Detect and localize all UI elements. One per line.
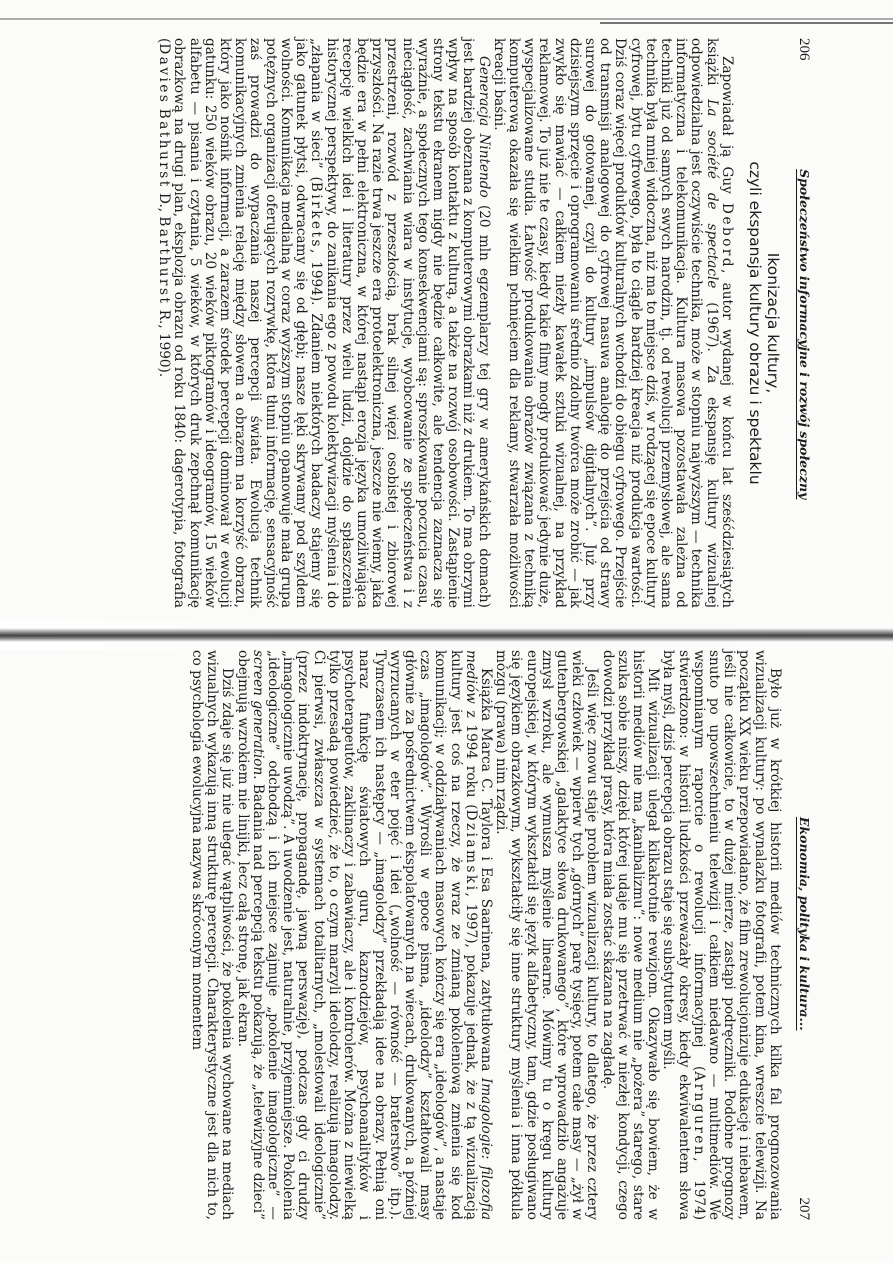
author-name-run: Dziamski <box>462 809 479 893</box>
text-run: Mit wizualizacji ulegał kilkakrotnie rewizjom. Okazywało się bowiem, że w historii mediów nie ma „kanibalizmu”: nowe medium nie „pożera” starego, stare szuka sobie niszy, dzięki której udaje mu się przetrwać w niezłej kondycji, czego dowodzi przykład prasy, która miała zostać skazana na zagładę. <box>599 650 662 1220</box>
text-run: Dziś zdaje się już nie ulegać wątpliwości, że pokolenia wychowane na mediach wizualnych wykazują inną strukturę percepcji. Charakterystyczne jest dla nich to, co psychologia ewolucyjna nazywa skróconym momentem <box>189 650 236 1220</box>
paragraph <box>491 38 734 608</box>
running-head-title: Ekonomia, polityka i kultura... <box>797 816 812 1031</box>
italic-text-run: Imagologie: filozofia mediów <box>462 650 494 1220</box>
text-run: , autor wydanej w końcu lat sześćdziesiątych książki <box>703 38 735 608</box>
italic-text-run: Generacja Nintendo <box>475 56 492 198</box>
text-run: , 1974) stwierdzono: w historii ludzkości przeważały okresy, kiedy ekwiwalentem słowa była myśl, dziś percepcja obrazu staje się substytutem myśli. <box>660 650 707 1221</box>
author-name-run: Debord <box>718 203 735 270</box>
scan-artifact-line <box>0 18 893 20</box>
running-head <box>796 38 812 608</box>
text-run: R., 1990). <box>156 305 173 378</box>
author-name-run: Bathurst <box>156 108 173 189</box>
paragraph <box>660 650 782 1220</box>
text-run: (1967). Za ekspansję kultury wizualnej odpowiedzialna jest oczywiście technika, może w stopniu najwyższym — technika informatyczna i telekomunikacja. Kultura masowa pozostawała zależna od techniki już od samych swych narodzin, tj. od rewolucji przemysłowej, ale sama technika była mniej widoczna, niż ma to miejsce dziś, w rodzącej się epoce kultury cyfrowej, bytu cyfrowego, była to ciągle bardziej kreacja niż produkcja wartości. Dziś coraz więcej produktów kulturalnych wchodzi do obiegu cyfrowego. Przejście od transmisji analogowej do cyfrowej nasuwa analogię do przejścia od strawy surowej do gotowanej, czyli do kultury „impulsów digitalnych”. Już przy dzisiejszym sprzęcie i oprogramowaniu średnio zdolny twórca może zrobić — jak zwykło się mawiać — całkiem niezły kawałek sztuki wizualnej, na przykład reklamowej. To już nie te czasy, kiedy takie filmy mogły produkować jedynie duże, wyspecjalizowane studia. Łatwość produkowania obrazów związana z techniką komputerową okazała się wielkim pchnięciem dla reklamy, stwarzała możliwości kreacji baśni. <box>490 38 720 608</box>
paragraph <box>234 650 492 1220</box>
text-run: Jeśli więc znowu staje problem wizualizacji kultury, to dlatego, że przez cztery wieki człowiek — wpierw tych „górnych” parę tysięcy, potem całe masy — „żył w gutenbergowskiej „galaktyce słowa drukowanego”, które wprowadziło angażuje zmysł wzroku, ale wymusza myślenie linearne. Mówimy tu o kręgu kultury europejskiej, w którym wykształcił się język alfabetyczny, tam, gdzie posługiwano się językiem obrazkowym, wykształciły się inne struktury myślenia i inna półkula mózgu (prawa) nim rządzi. <box>493 650 601 1220</box>
page-number: 207 <box>796 1197 812 1220</box>
text-run: z 1994 roku ( <box>462 703 479 810</box>
heading-line-1: Ikonizacja kultury, <box>763 252 782 394</box>
italic-text-run: La société de spectacle <box>703 99 720 289</box>
text-run: (20 mln egzemplarzy tej gry w amerykańskich domach) jest bardziej obeznana z komputerowymi obrazkami niż z drukiem. To ma obrzymi wpływ na sposób kontaktu z kulturą, a także na rozwój osobowości. Zastąpienie strony tekstu ekranem nigdy nie będzie całkowite, ale tendencja zaznacza się wyraźnie, a społecznych tego konsekwencjami są: sproszkowanie poczucia czasu, nieciągłość, zachwiania wiara w instytucje, wyobcowanie ze społeczeństwa i z przestrzeni, rozwód z przeszłością, brak silnej więzi osobistej i zbiorowej przyszłości. Na razie trwa jeszcze era protoelektroniczna, jeszcze nie wiemy, jaka będzie era w pełni elektroniczna, w której nastąpi erozja języka umożliwiająca recepcję wielkich idei i literatury przez wielu ludzi, dojdzie do spłaszczenia historycznej perspektywy, do zanikania ego z powodu kolektywizacji myślenia i do „złapania w sieci” ( <box>308 38 492 608</box>
running-head-title: Społeczeństwo informacyjne i rozwój społeczny <box>797 169 812 500</box>
paragraph <box>189 650 235 1220</box>
page-number: 206 <box>796 38 812 61</box>
paragraph <box>599 650 660 1220</box>
text-run: , 1994). Zdaniem niektórych badaczy stajemy się jako gatunek płytsi, odwracamy się od głębi; nasze lęki skrywamy pod szyldem wolności. Komunikacja medialną w coraz wyższym stopniu opanowuje mała grupa potężnych organizacji oferujących rozrywkę, która tłumi informację, sensacyjność zaś prowadzi do wypaczania naszej percepcji świata. Ewolucja technik komunikacyjnych zmienia relację między słowem a obrazem na korzyść obrazu, który jako nośnik informacji, a zarazem środek percepcji dominował w ewolucji gatunku: 250 wieków obrazu, 20 wieków piktogramów i ideogramów, 15 wieków alfabetu — pisania i czytania, 5 wieków, w których druk zepchnął komunikację obrazkową na drugi plan, eksplozja obrazu od roku 1840: dagerotypia, fotografia ( <box>156 38 325 608</box>
scan-artifact-line <box>600 22 893 24</box>
author-name-run: Barthurst <box>156 216 173 306</box>
author-name-run: Davies <box>156 43 173 105</box>
right-page <box>62 650 812 1220</box>
text-run: Książka Marca C. Taylora i Esa Saarinena, zatytułowana <box>477 668 494 1078</box>
text-run: Było już w krótkiej historii mediów technicznych kilka fal prognozowania wizualizacji kultury: po wynalazku fotografii, potem kina, wreszcie telewizji. Na początku XX wieku przepowiadano, że film zrewolucjonizuje edukację i niebawem, jeśli nie całkowicie, to w dużej mierze, zastąpi podręczniki. Podobne prognozy snuto po upowszechnieniu telewizji i całkiem niedawno — multimediów. We wspomnianym raporcie o rewolucji informacyjnej ( <box>690 650 783 1220</box>
left-page <box>62 38 812 608</box>
italic-text-run: screen generation <box>249 650 266 776</box>
text-run: . Badania nad percepcją tekstu pokazują, że „telewizyjne dzieci” obejmują wzrokiem nie linijki, lecz całą stronę, jak ekran. <box>234 650 266 1220</box>
running-head <box>796 650 812 1220</box>
paragraph <box>493 650 599 1220</box>
book-gutter <box>0 628 893 642</box>
text-run: , 1997), pokazuje jednak, że z tą wizualizacją kultury jest coś na rzeczy, że wraz ze zmianą pokoleniową zmienia się kod komunikacji; w oddziaływaniach masowych kończy się era „ideologów”, a nastaje czas „imagologów”. Wyrośli w epoce pisma, „ideolodzy” kształtowali masy głównie za pośrednictwem ekspolatowanych na wiecach, drukowanych, a później wyrzucanych w eter pojęć i idei („wolność — równość — braterstwo” itp.). Tymczasem ich następcy — „imagolodzy” przekładają idee na obrazy. Pełnią oni naraz funkcję światowych guru, kaznodziejów, psychoanalityków i psychoterapeutów, zaklinaczy i zabawiaczy, ale i kontrolerów. Można z niewielką tylko przesadą powiedzieć, że to, o czym marzyli ideolodzy, realizują imagolodzy. Ci pierwsi, zwłaszcza w systemach totalitarnych, „molestowali ideologicznie” (przez indoktrynację, propagandę, jawną perswazję), podczas gdy ci drudzy „imagologicznie uwodzą”. A uwodzenie jest, naturalnie, przyjemniejsze. Pokolenia „ideologiczne” odchodzą i ich miejsce zajmuje „pokolenie imagologiczne” — <box>265 650 479 1220</box>
author-name-run: Arnguren <box>690 1071 707 1158</box>
author-name-run: Birkets <box>308 181 325 249</box>
text-run: Zapowiadał ją Guy <box>718 56 735 204</box>
paragraph <box>156 38 490 608</box>
heading-line-2: czyli ekspansja kultury obrazu i spektaklu <box>745 161 764 485</box>
section-heading <box>746 38 782 608</box>
text-run: D., <box>156 188 173 217</box>
